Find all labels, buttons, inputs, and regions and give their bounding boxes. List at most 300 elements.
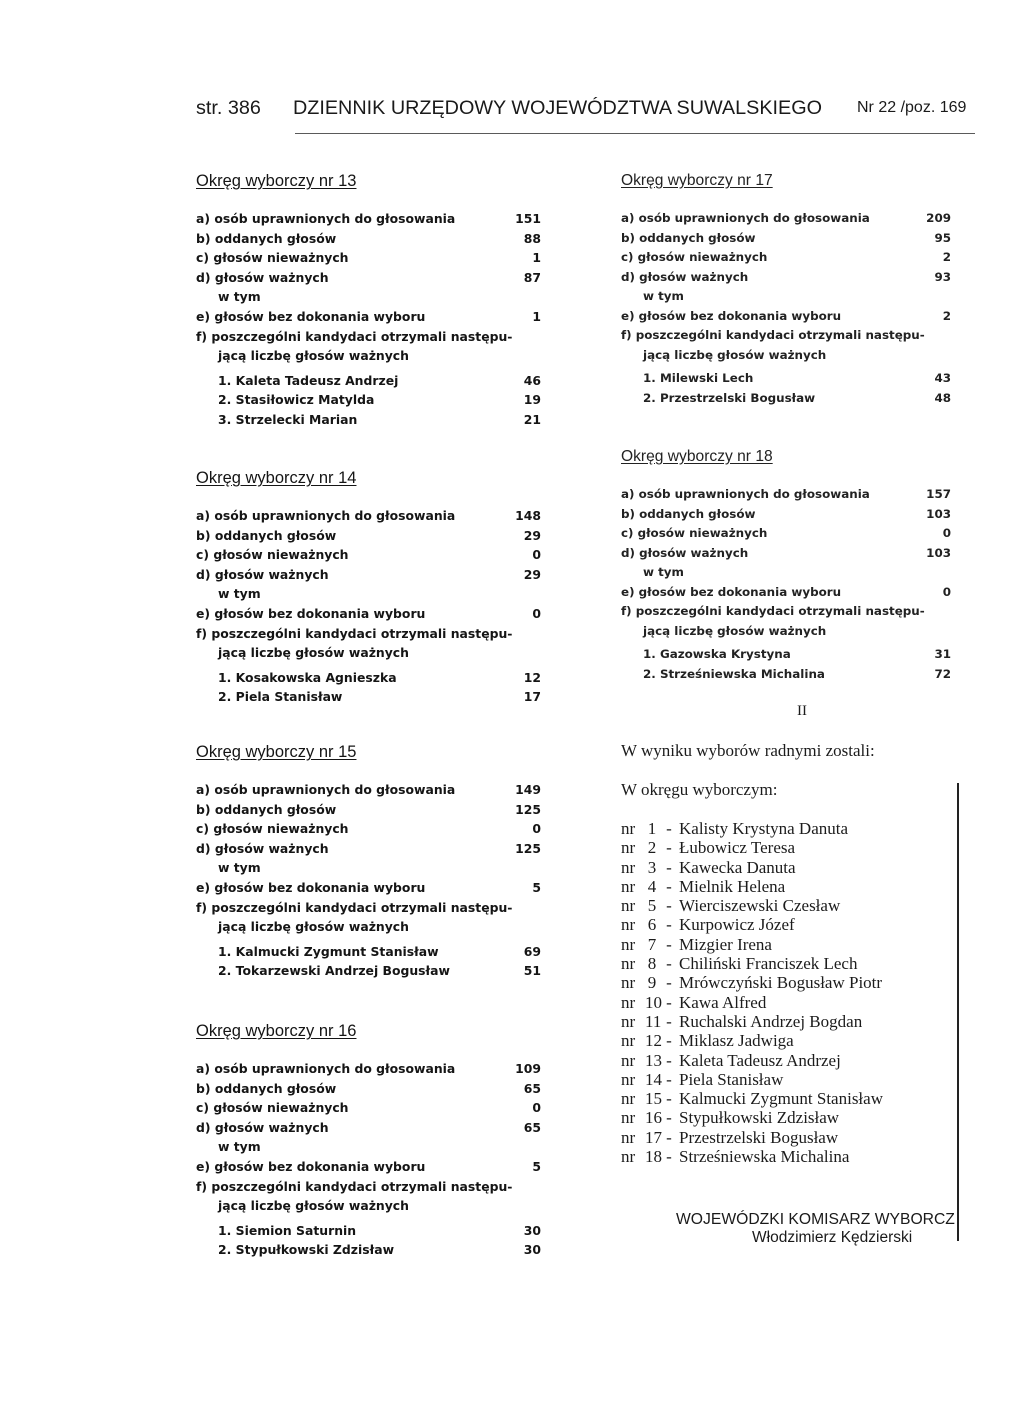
councillor-name: Strześniewska Michalina — [679, 1147, 850, 1167]
councillor-row — [621, 993, 956, 1012]
councillor-row — [621, 1012, 956, 1031]
stat-value: 157 — [926, 487, 951, 501]
councillor-row — [621, 1147, 956, 1166]
stat-label: f) poszczególni kandydaci otrzymali następu- — [196, 328, 513, 344]
stat-label: d) głosów ważnych — [196, 840, 329, 856]
stat-label: e) głosów bez dokonania wyboru — [196, 308, 426, 324]
district-number: 15 — [645, 1089, 662, 1109]
separator: - — [666, 1108, 672, 1128]
stat-value: 0 — [532, 821, 541, 837]
councillor-name: Chiliński Franciszek Lech — [679, 954, 858, 974]
councillor-name: Mrówczyński Bogusław Piotr — [679, 973, 883, 993]
candidate-name: Kosakowska Agnieszka — [235, 669, 397, 685]
councillor-row — [621, 1108, 956, 1127]
councillor-name: Kawa Alfred — [679, 992, 767, 1012]
stat-label: a) osób uprawnionych do głosowania — [196, 211, 456, 226]
councillor-name: Kaleta Tadeusz Andrzej — [679, 1050, 841, 1070]
district-heading: Okręg wyborczy nr 16 — [196, 1022, 357, 1040]
stat-value: 65 — [523, 1119, 541, 1135]
stat-candidates-intro-cont — [196, 1196, 541, 1216]
separator: - — [666, 973, 672, 993]
stat-label: jącą liczbę głosów ważnych — [218, 919, 409, 935]
stat-eligible — [196, 780, 541, 800]
stat-label: f) poszczególni kandydaci otrzymali następu- — [196, 625, 513, 641]
stat-label: a) osób uprawnionych do głosowania — [196, 782, 456, 797]
candidate-name: Stasiłowicz Matylda — [235, 392, 375, 408]
stat-valid — [621, 268, 951, 288]
councillor-row — [621, 954, 956, 973]
stat-candidates-intro-cont — [196, 346, 541, 366]
journal-title: DZIENNIK URZĘDOWY WOJEWÓDZTWA SUWALSKIEGO — [293, 97, 822, 119]
stat-value: 149 — [515, 782, 541, 797]
district-number: 12 — [645, 1031, 662, 1051]
candidate-row — [196, 371, 541, 391]
councillor-name: Wierciszewski Czesław — [679, 896, 841, 916]
candidate — [643, 369, 753, 389]
stat-cast — [196, 1079, 541, 1099]
stat-cast — [196, 229, 541, 249]
candidate-votes: 69 — [523, 943, 541, 959]
stat-label: w tym — [218, 1139, 261, 1155]
district-prefix: nr — [621, 934, 636, 954]
stat-valid — [196, 839, 541, 859]
candidate-number: 1. — [218, 372, 232, 388]
stat-value: 125 — [515, 840, 541, 856]
stat-label: w tym — [643, 289, 684, 303]
stat-label: jącą liczbę głosów ważnych — [643, 347, 827, 362]
stat-value: 87 — [523, 269, 541, 285]
candidate-name: Strzelecki Marian — [235, 411, 358, 427]
candidate-votes: 46 — [523, 372, 541, 388]
district-number: 2 — [647, 838, 657, 858]
stat-eligible — [621, 209, 951, 229]
candidate — [643, 665, 825, 685]
stat-subheading — [621, 563, 951, 583]
stat-eligible — [621, 485, 951, 505]
councillor-name: Mizgier Irena — [679, 934, 772, 954]
stat-subheading — [621, 287, 951, 307]
stat-label: c) głosów nieważnych — [196, 250, 349, 266]
stat-valid — [196, 565, 541, 585]
stat-label: b) oddanych głosów — [196, 801, 337, 817]
stat-subheading — [196, 287, 541, 307]
stat-value: 103 — [926, 506, 951, 521]
district-heading: Okręg wyborczy nr 15 — [196, 743, 357, 761]
district-number: 1 — [647, 819, 657, 838]
stat-label: jącą liczbę głosów ważnych — [643, 623, 827, 638]
stat-label: e) głosów bez dokonania wyboru — [196, 605, 426, 621]
separator: - — [666, 1127, 672, 1147]
stat-value: 65 — [523, 1080, 541, 1096]
stat-label: w tym — [218, 289, 261, 305]
stat-label: b) oddanych głosów — [196, 1080, 337, 1096]
stat-value: 103 — [926, 545, 951, 560]
candidate-row — [196, 687, 541, 707]
candidate — [218, 668, 397, 688]
candidate-number: 1. — [643, 647, 656, 661]
councillor-name: Kurpowicz Józef — [679, 915, 795, 935]
councillor-name: Przestrzelski Bogusław — [679, 1127, 839, 1147]
councillor-row — [621, 915, 956, 934]
stat-no-choice — [196, 604, 541, 624]
candidate-number: 2. — [218, 689, 232, 705]
stat-label: w tym — [643, 565, 684, 579]
district-prefix: nr — [621, 973, 636, 993]
separator: - — [666, 838, 672, 858]
district-number: 11 — [645, 1011, 662, 1031]
councillor-name: Kalmucki Zygmunt Stanisław — [679, 1089, 883, 1109]
stat-label: b) oddanych głosów — [621, 230, 756, 245]
candidate-name: Kaleta Tadeusz Andrzej — [235, 372, 399, 388]
stat-label: a) osób uprawnionych do głosowania — [621, 487, 870, 501]
stat-label: w tym — [218, 860, 261, 876]
candidate-votes: 30 — [523, 1222, 541, 1238]
district-number: 4 — [647, 876, 657, 896]
stat-candidates-intro — [196, 624, 541, 644]
candidate-row — [621, 369, 951, 389]
councillor-row — [621, 896, 956, 915]
stat-label: e) głosów bez dokonania wyboru — [621, 584, 842, 599]
candidate-list — [196, 1221, 541, 1260]
stat-invalid — [196, 819, 541, 839]
district-prefix: nr — [621, 1011, 636, 1031]
separator: - — [666, 992, 672, 1012]
section-number: II — [797, 703, 807, 719]
district-heading: Okręg wyborczy nr 18 — [621, 448, 773, 465]
stat-label: f) poszczególni kandydaci otrzymali następu- — [621, 604, 925, 618]
stat-eligible — [196, 209, 541, 229]
candidate — [218, 1240, 394, 1260]
candidate — [218, 390, 374, 410]
stat-subheading — [196, 858, 541, 878]
stat-value: 1 — [532, 308, 541, 324]
stat-value: 5 — [532, 1158, 541, 1174]
stat-label: b) oddanych głosów — [196, 527, 337, 543]
stat-value: 0 — [942, 584, 951, 599]
stat-invalid — [196, 1098, 541, 1118]
results-intro: W wyniku wyborów radnymi zostali: — [621, 741, 875, 760]
stat-value: 1 — [532, 250, 541, 266]
stats-list — [196, 780, 541, 937]
candidate-votes: 21 — [523, 411, 541, 427]
stat-label: c) głosów nieważnych — [196, 821, 349, 837]
stat-candidates-intro-cont — [621, 346, 951, 366]
candidate-votes: 31 — [934, 647, 951, 661]
district-number: 17 — [645, 1127, 662, 1147]
district-prefix: nr — [621, 1069, 636, 1089]
header-rule — [295, 133, 975, 134]
stat-label: e) głosów bez dokonania wyboru — [196, 1158, 426, 1174]
district-13 — [196, 171, 541, 430]
stat-value: 29 — [523, 566, 541, 582]
district-heading: Okręg wyborczy nr 14 — [196, 469, 357, 487]
candidate — [218, 961, 450, 981]
district-number: 18 — [645, 1147, 662, 1167]
candidate-number: 2. — [643, 390, 656, 405]
separator: - — [666, 896, 672, 916]
stat-candidates-intro — [621, 326, 951, 346]
signatory-name: Włodzimierz Kędzierski — [752, 1229, 913, 1246]
stat-value: 0 — [942, 526, 951, 540]
stat-cast — [621, 229, 951, 249]
district-number: 7 — [647, 934, 657, 954]
stat-no-choice — [196, 1157, 541, 1177]
stat-value: 148 — [515, 508, 541, 523]
stat-label: c) głosów nieważnych — [196, 1100, 349, 1116]
stat-no-choice — [621, 583, 951, 603]
candidate-number: 2. — [218, 392, 232, 408]
stat-value: 93 — [934, 269, 951, 284]
stat-label: b) oddanych głosów — [196, 230, 337, 246]
candidate-number: 1. — [218, 1222, 232, 1238]
stat-no-choice — [621, 307, 951, 327]
stat-cast — [196, 800, 541, 820]
stat-value: 29 — [523, 527, 541, 543]
district-15 — [196, 742, 541, 981]
stat-invalid — [196, 545, 541, 565]
stat-valid — [196, 1118, 541, 1138]
candidate-votes: 12 — [523, 669, 541, 685]
district-16 — [196, 1021, 541, 1260]
stat-valid — [621, 544, 951, 564]
councillor-row — [621, 1070, 956, 1089]
district-heading: Okręg wyborczy nr 13 — [196, 172, 357, 190]
councillor-name: Miklasz Jadwiga — [679, 1031, 794, 1051]
stat-label: a) osób uprawnionych do głosowania — [196, 1061, 456, 1076]
candidate-name: Przestrzelski Bogusław — [659, 390, 816, 405]
district-prefix: nr — [621, 1127, 636, 1147]
separator: - — [666, 1031, 672, 1051]
district-heading: Okręg wyborczy nr 17 — [621, 172, 773, 189]
stat-label: e) głosów bez dokonania wyboru — [621, 308, 842, 323]
stat-value: 151 — [515, 211, 541, 226]
district-18 — [621, 447, 951, 684]
column-rule — [957, 783, 959, 1241]
candidate-name: Siemion Saturnin — [235, 1222, 357, 1238]
councillor-name: Piela Stanisław — [679, 1069, 784, 1089]
district-number: 5 — [647, 896, 657, 916]
district-prefix: nr — [621, 1147, 636, 1167]
candidate-name: Piela Stanisław — [235, 689, 343, 705]
stat-label: d) głosów ważnych — [621, 269, 749, 284]
district-14 — [196, 468, 541, 707]
results-subheading: W okręgu wyborczym: — [621, 780, 778, 799]
stat-label: c) głosów nieważnych — [196, 547, 349, 563]
candidate-number: 1. — [218, 669, 232, 685]
district-prefix: nr — [621, 992, 636, 1012]
stat-value: 2 — [942, 250, 951, 264]
stat-label: d) głosów ważnych — [196, 1119, 329, 1135]
issue-number: Nr 22 /poz. 169 — [857, 99, 967, 116]
separator: - — [666, 1011, 672, 1031]
candidate-number: 1. — [643, 371, 656, 385]
stat-no-choice — [196, 307, 541, 327]
district-number: 6 — [647, 915, 657, 935]
stat-valid — [196, 268, 541, 288]
stat-candidates-intro-cont — [621, 622, 951, 642]
signatory-title: WOJEWÓDZKI KOMISARZ WYBORCZ — [676, 1211, 955, 1228]
candidate-row — [621, 645, 951, 665]
councillor-row — [621, 1031, 956, 1050]
district-prefix: nr — [621, 896, 636, 916]
councillor-row — [621, 877, 956, 896]
stat-label: c) głosów nieważnych — [621, 526, 768, 540]
candidate-row — [196, 390, 541, 410]
district-number: 3 — [647, 857, 657, 877]
separator: - — [666, 1147, 672, 1167]
district-prefix: nr — [621, 1089, 636, 1109]
candidate-row — [196, 1221, 541, 1241]
candidate-name: Strześniewska Michalina — [659, 666, 825, 681]
stat-candidates-intro-cont — [196, 643, 541, 663]
stat-value: 0 — [532, 1100, 541, 1116]
district-prefix: nr — [621, 1050, 636, 1070]
councillor-row — [621, 973, 956, 992]
candidate-list — [196, 942, 541, 981]
separator: - — [666, 1069, 672, 1089]
stat-label: d) głosów ważnych — [196, 566, 329, 582]
stat-label: d) głosów ważnych — [621, 545, 749, 560]
candidate-list — [196, 371, 541, 430]
stat-label: jącą liczbę głosów ważnych — [218, 1198, 409, 1214]
stat-value: 109 — [515, 1061, 541, 1076]
stat-label: w tym — [218, 586, 261, 602]
separator: - — [666, 934, 672, 954]
candidate-votes: 17 — [523, 689, 541, 705]
district-prefix: nr — [621, 857, 636, 877]
stat-value: 209 — [926, 211, 951, 225]
candidate-number: 2. — [218, 963, 232, 979]
councillor-name: Łubowicz Teresa — [679, 838, 796, 858]
candidate — [643, 645, 791, 665]
stats-list — [621, 485, 951, 641]
stat-candidates-intro — [621, 602, 951, 622]
district-number: 14 — [645, 1069, 662, 1089]
candidate-name: Milewski Lech — [659, 371, 754, 385]
stat-label: a) osób uprawnionych do głosowania — [196, 508, 456, 523]
stat-eligible — [196, 506, 541, 526]
candidate-votes: 72 — [934, 666, 951, 681]
stat-eligible — [196, 1059, 541, 1079]
councillor-row — [621, 1089, 956, 1108]
stat-value: 0 — [532, 605, 541, 621]
district-prefix: nr — [621, 954, 636, 974]
candidate-votes: 30 — [523, 1242, 541, 1258]
stat-label: a) osób uprawnionych do głosowania — [621, 211, 870, 225]
stat-value: 0 — [532, 547, 541, 563]
candidate-number: 1. — [218, 943, 232, 959]
councillor-name: Kawecka Danuta — [679, 857, 796, 877]
separator: - — [666, 915, 672, 935]
page-number: str. 386 — [196, 97, 261, 119]
candidate-votes: 51 — [523, 963, 541, 979]
stats-list — [196, 506, 541, 663]
stat-value: 88 — [523, 230, 541, 246]
candidate — [218, 371, 398, 391]
candidate-row — [196, 1240, 541, 1260]
councillor-row — [621, 819, 956, 838]
stat-label: f) poszczególni kandydaci otrzymali następu- — [196, 899, 513, 915]
stat-label: e) głosów bez dokonania wyboru — [196, 879, 426, 895]
stat-label: jącą liczbę głosów ważnych — [218, 348, 409, 364]
district-number: 10 — [645, 992, 662, 1012]
stat-cast — [196, 526, 541, 546]
stat-cast — [621, 505, 951, 525]
candidate-row — [621, 389, 951, 409]
candidate-votes: 19 — [523, 392, 541, 408]
candidate-row — [196, 410, 541, 430]
candidate-number: 2. — [643, 666, 656, 681]
stat-invalid — [196, 248, 541, 268]
separator: - — [666, 857, 672, 877]
district-prefix: nr — [621, 819, 636, 838]
district-number: 9 — [647, 973, 657, 993]
councillor-name: Kalisty Krystyna Danuta — [679, 819, 849, 838]
candidate — [218, 687, 342, 707]
stats-list — [621, 209, 951, 365]
separator: - — [666, 819, 672, 838]
candidate-votes: 43 — [934, 371, 951, 385]
candidate-name: Gazowska Krystyna — [659, 647, 791, 661]
separator: - — [666, 1050, 672, 1070]
stat-label: f) poszczególni kandydaci otrzymali następu- — [621, 328, 925, 342]
candidate-votes: 48 — [934, 390, 951, 405]
district-prefix: nr — [621, 915, 636, 935]
councillor-row — [621, 1128, 956, 1147]
candidate-name: Tokarzewski Andrzej Bogusław — [235, 963, 450, 979]
stat-subheading — [196, 1137, 541, 1157]
stat-label: jącą liczbę głosów ważnych — [218, 645, 409, 661]
stat-label: c) głosów nieważnych — [621, 250, 768, 264]
stats-list — [196, 1059, 541, 1216]
district-prefix: nr — [621, 876, 636, 896]
councillor-row — [621, 838, 956, 857]
stat-value: 125 — [515, 801, 541, 817]
stat-invalid — [621, 524, 951, 544]
candidate — [643, 389, 815, 409]
district-prefix: nr — [621, 1108, 636, 1128]
district-prefix: nr — [621, 838, 636, 858]
stat-label: d) głosów ważnych — [196, 269, 329, 285]
separator: - — [666, 954, 672, 974]
stat-subheading — [196, 584, 541, 604]
stat-label: f) poszczególni kandydaci otrzymali następu- — [196, 1178, 513, 1194]
stat-candidates-intro — [196, 1177, 541, 1197]
councillor-row — [621, 858, 956, 877]
candidate-list — [621, 645, 951, 684]
stat-label: b) oddanych głosów — [621, 506, 756, 521]
candidate-name: Kalmucki Zygmunt Stanisław — [235, 943, 439, 959]
district-17 — [621, 171, 951, 408]
candidate-row — [196, 668, 541, 688]
stat-no-choice — [196, 878, 541, 898]
candidate — [218, 410, 357, 430]
stat-candidates-intro-cont — [196, 917, 541, 937]
councillor-name: Stypułkowski Zdzisław — [679, 1108, 840, 1128]
stat-candidates-intro — [196, 898, 541, 918]
district-prefix: nr — [621, 1031, 636, 1051]
stat-value: 2 — [942, 308, 951, 323]
stat-candidates-intro — [196, 327, 541, 347]
candidate — [218, 942, 439, 962]
candidate-row — [621, 665, 951, 685]
councillor-row — [621, 1051, 956, 1070]
candidate — [218, 1221, 356, 1241]
district-number: 16 — [645, 1108, 662, 1128]
candidate-row — [196, 961, 541, 981]
candidate-name: Stypułkowski Zdzisław — [235, 1242, 395, 1258]
councillor-name: Mielnik Helena — [679, 876, 786, 896]
